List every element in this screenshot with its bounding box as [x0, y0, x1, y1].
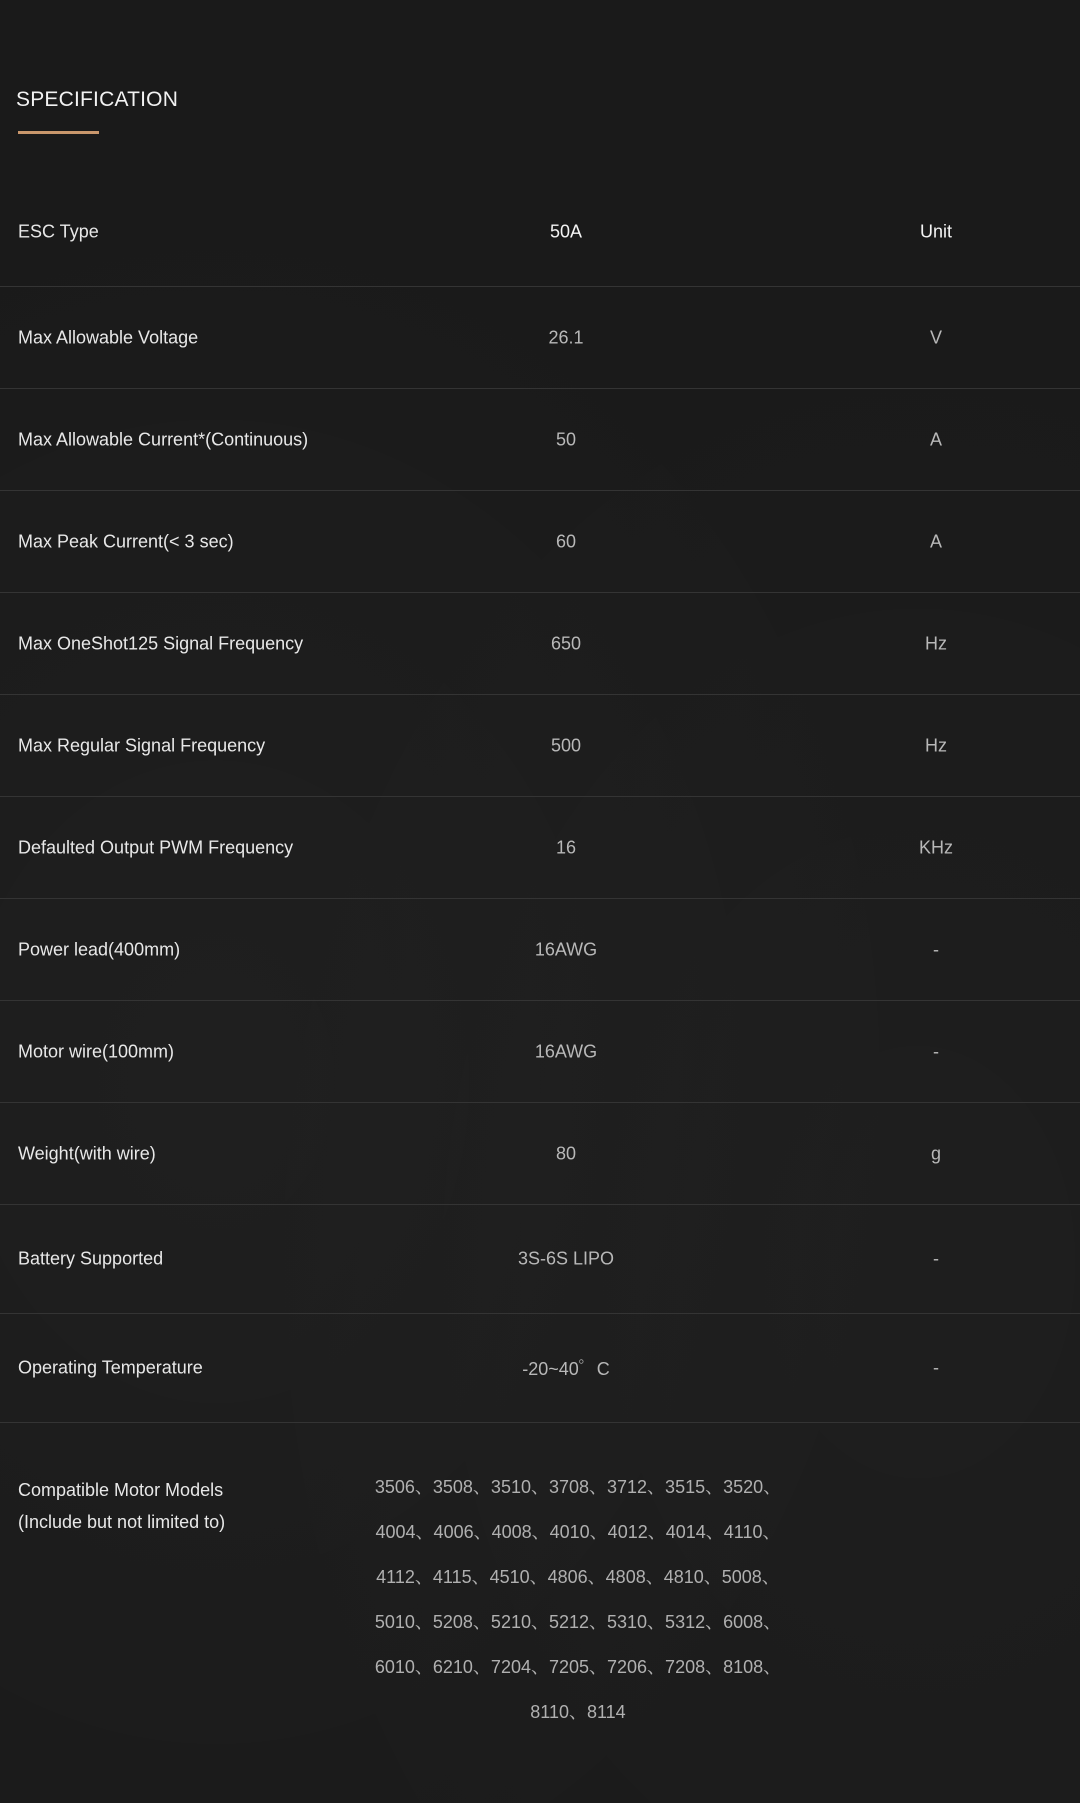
table-header-row: [0, 178, 1080, 287]
motor-models-line: 4004、4006、4008、4010、4012、4014、4110、: [375, 1522, 781, 1542]
motor-models-line: 6010、6210、7204、7205、7206、7208、8108、: [374, 1657, 782, 1677]
table-row: [0, 593, 1080, 695]
row-value: 3S-6S LIPO: [517, 1248, 615, 1269]
row-label: Power lead(400mm): [18, 939, 181, 959]
row-value: 650: [550, 633, 582, 653]
row-unit: -: [933, 939, 939, 959]
header-unit: Unit: [919, 221, 953, 242]
row-value: 16AWG: [534, 939, 598, 959]
row-value: -20~40゜C: [522, 1359, 610, 1379]
row-label: Max Peak Current(< 3 sec): [18, 531, 234, 551]
row-value: 26.1: [548, 327, 584, 347]
spec-table: [0, 178, 1080, 1423]
motor-models-line: 8110、8114: [530, 1702, 626, 1722]
table-row: [0, 695, 1080, 797]
row-unit: A: [929, 531, 943, 551]
table-row: [0, 899, 1080, 1001]
table-row: [0, 491, 1080, 593]
row-unit: g: [930, 1143, 942, 1163]
motor-models-line: 3506、3508、3510、3708、3712、3515、3520、: [374, 1477, 782, 1497]
row-label: Operating Temperature: [18, 1357, 203, 1378]
header-value: 50A: [549, 221, 583, 242]
compatible-motors-list: [328, 1472, 828, 1742]
row-value: 80: [555, 1143, 577, 1163]
row-unit: -: [933, 1357, 939, 1378]
row-label: Battery Supported: [18, 1248, 164, 1269]
row-unit: KHz: [918, 837, 954, 857]
row-unit: -: [933, 1041, 939, 1061]
table-row: [0, 1103, 1080, 1205]
row-label: Max Regular Signal Frequency: [18, 735, 266, 755]
table-row: [0, 389, 1080, 491]
table-row: [0, 797, 1080, 899]
row-unit: Hz: [925, 735, 947, 755]
header-label: ESC Type: [18, 221, 99, 242]
row-unit: -: [933, 1248, 939, 1269]
table-row: [0, 1314, 1080, 1423]
page-title: SPECIFICATION: [16, 88, 179, 111]
table-row: [0, 287, 1080, 389]
row-label: Max Allowable Current*(Continuous): [18, 429, 309, 449]
compatible-label-line2: (Include but not limited to): [18, 1512, 226, 1532]
row-value: 16: [555, 837, 577, 857]
table-row: [0, 1001, 1080, 1103]
row-label: Motor wire(100mm): [18, 1041, 175, 1061]
motor-models-line: 4112、4115、4510、4806、4808、4810、5008、: [376, 1567, 780, 1587]
row-unit: V: [929, 327, 943, 347]
motor-models-line: 5010、5208、5210、5212、5310、5312、6008、: [374, 1612, 782, 1632]
row-unit: Hz: [925, 633, 947, 653]
compatible-motors-section: [0, 1442, 1080, 1742]
row-label: Max OneShot125 Signal Frequency: [18, 633, 304, 653]
compatible-motors-label: [18, 1474, 225, 1538]
row-value: 16AWG: [534, 1041, 598, 1061]
row-label: Weight(with wire): [18, 1143, 156, 1163]
row-unit: A: [929, 429, 943, 449]
row-label: Max Allowable Voltage: [18, 327, 199, 347]
row-value: 50: [555, 429, 577, 449]
compatible-label-line1: Compatible Motor Models: [18, 1480, 224, 1500]
row-label: Defaulted Output PWM Frequency: [18, 837, 294, 857]
table-row: [0, 1205, 1080, 1314]
row-value: 60: [555, 531, 577, 551]
row-value: 500: [550, 735, 582, 755]
title-underline: [18, 131, 99, 134]
